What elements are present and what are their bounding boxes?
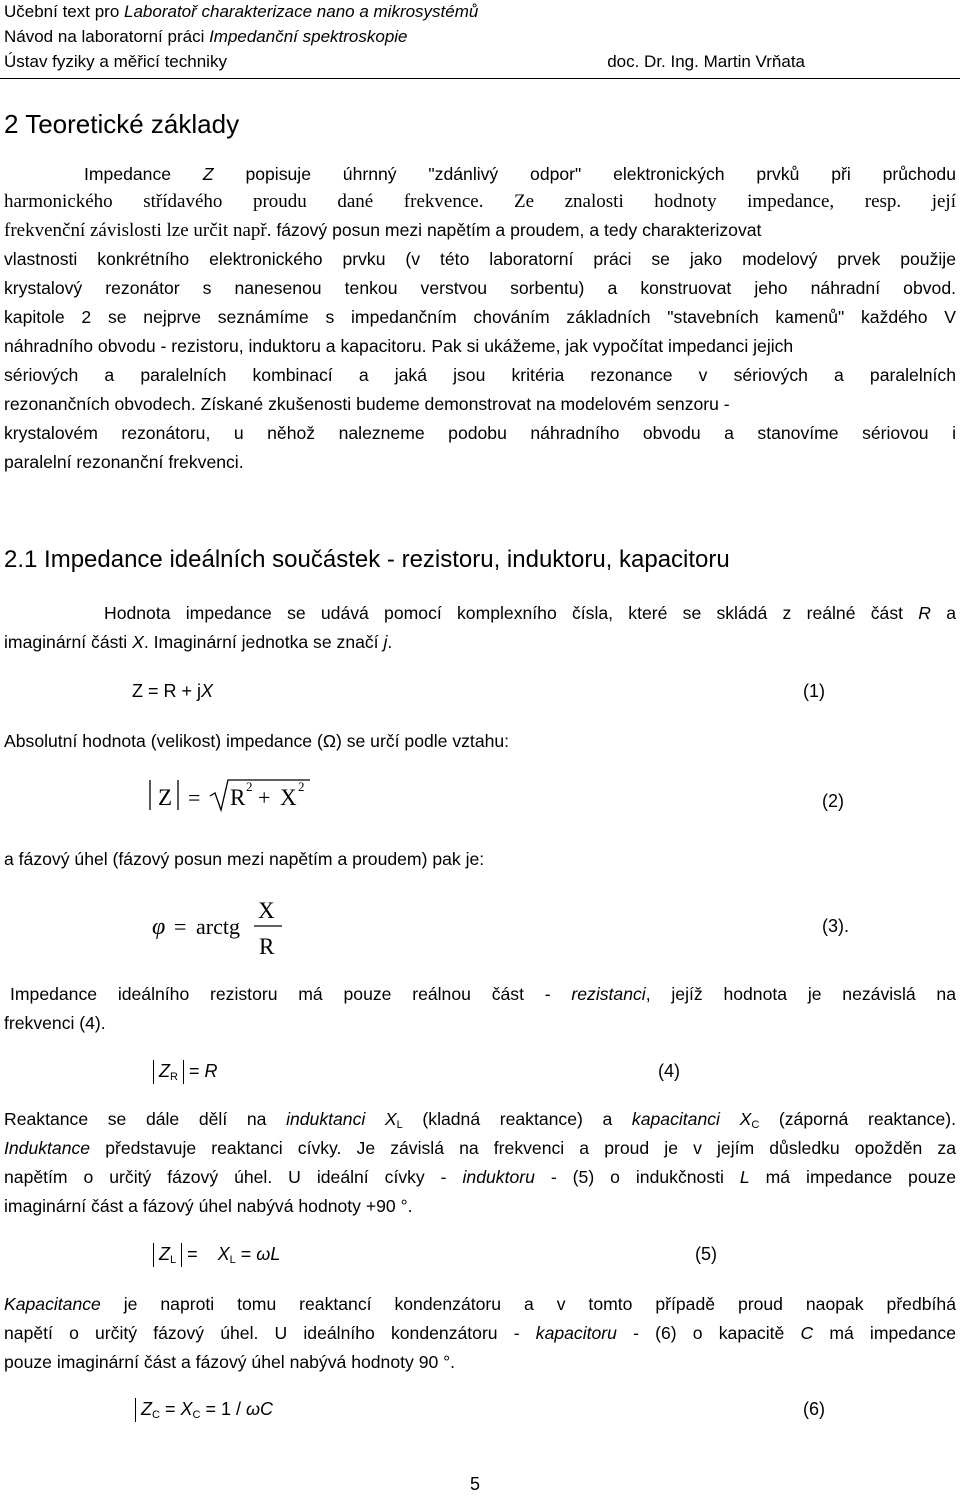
paragraph-line: Impedance Z popisuje úhrnný "zdánlivý odpor" elektronických prvků při průchodu: [84, 164, 956, 184]
equation-4-number: (4): [658, 1061, 680, 1081]
svg-text:2: 2: [246, 779, 253, 794]
equation-2-number: (2): [822, 791, 844, 811]
svg-text:+: +: [258, 785, 271, 810]
paragraph-line: krystalovém rezonátoru, u něhož nalezneme podobu náhradního obvodu a stanovíme sériovou i: [4, 423, 956, 443]
paragraph-line: Hodnota impedance se udává pomocí komplexního čísla, které se skládá z reálné část R a: [104, 603, 956, 623]
paragraph-line: napětí o určitý fázový úhel. U ideálního kondenzátoru - kapacitoru - (6) o kapacitě C má impedance: [4, 1323, 957, 1343]
paragraph-line: imaginární část a fázový úhel nabývá hodnoty +90 °.: [4, 1196, 413, 1216]
equation-1: Z = R + jX: [132, 681, 214, 701]
header-line-1: Učební text pro Laboratoř charakterizace nano a mikrosystémů: [4, 2, 479, 21]
equation-6-number: (6): [803, 1399, 825, 1419]
paragraph-line: frekvenční závislosti lze určit např. fázový posun mezi napětím a proudem, a tedy charakterizovat: [4, 220, 762, 241]
paragraph-line: kapitole 2 se nejprve seznámíme s impedančním chováním základních "stavebních kamenů" každého V: [4, 307, 957, 327]
header-institute: Ústav fyziky a měřicí techniky: [4, 52, 227, 71]
paragraph-line: a fázový úhel (fázový posun mezi napětím a proudem) pak je:: [4, 849, 485, 869]
svg-text:Z: Z: [158, 785, 173, 810]
paragraph-line: Impedance ideálního rezistoru má pouze reálnou část - rezistanci, jejíž hodnota je nezávislá na: [10, 984, 956, 1004]
paragraph-line: paralelní rezonanční frekvenci.: [4, 452, 244, 472]
equation-5-number: (5): [695, 1244, 717, 1264]
svg-text:R: R: [230, 785, 246, 810]
header-divider: [0, 78, 960, 79]
paragraph-line: Induktance představuje reaktanci cívky. Je závislá na frekvenci a proud je v jejím důsledku opožděn za: [4, 1138, 956, 1158]
paragraph-line: Kapacitance je naproti tomu reaktancí kondenzátoru a v tomto případě proud naopak předbíhá: [4, 1294, 956, 1314]
paragraph-line: imaginární části X. Imaginární jednotka se značí j.: [4, 632, 393, 652]
paragraph-line: napětím o určitý fázový úhel. U ideální cívky - induktoru - (5) o indukčnosti L má impedance pouze: [4, 1167, 956, 1187]
svg-text:=: =: [188, 785, 201, 810]
paragraph-line: krystalový rezonátor s nanesenou tenkou verstvou sorbentu) a konstruovat jeho náhradní obvod.: [4, 278, 956, 298]
paragraph-line: Reaktance se dále dělí na induktanci $X_L$ (kladná reaktance) a kapacitanci $X_C$ (záporná reaktance).: [4, 1109, 956, 1131]
svg-text:X: X: [280, 785, 297, 810]
equation-3: [150, 892, 300, 962]
equation-3-number: (3).: [822, 916, 849, 936]
equation-2: [148, 774, 328, 818]
equation-1-number: (1): [803, 681, 825, 701]
paragraph-line: sériových a paralelních kombinací a jaká jsou kritéria rezonance v sériových a paralelních: [4, 365, 956, 385]
svg-text:φ: φ: [152, 914, 166, 940]
paragraph-line: frekvenci (4).: [4, 1013, 106, 1033]
svg-text:X: X: [258, 898, 275, 923]
page-number: 5: [470, 1474, 481, 1494]
svg-text:arctg: arctg: [196, 914, 240, 939]
paragraph-line: harmonického střídavého proudu dané frekvence. Ze znalosti hodnoty impedance, resp. její: [4, 191, 956, 212]
subsection-title: 2.1 Impedance ideálních součástek - rezistoru, induktoru, kapacitoru: [4, 546, 730, 573]
paragraph-line: pouze imaginární část a fázový úhel nabývá hodnoty 90 °.: [4, 1352, 456, 1372]
section-title: 2 Teoretické základy: [4, 109, 240, 139]
equation-4: $Z_R = R$: [148, 1060, 217, 1088]
paragraph-line: Absolutní hodnota (velikost) impedance (Ω) se určí podle vztahu:: [4, 731, 510, 751]
paragraph-line: rezonančních obvodech. Získané zkušenosti budeme demonstrovat na modelovém senzoru -: [4, 394, 730, 414]
svg-text:=: =: [174, 914, 187, 939]
svg-text:R: R: [259, 934, 275, 959]
equation-5: $Z_L$ = $X_L = \omega L$: [148, 1243, 280, 1271]
paragraph-fragment: V: [927, 307, 957, 327]
equation-2-graphic: [148, 774, 328, 818]
equation-6: $Z_C = X_C = 1 / \omega C$: [130, 1398, 273, 1426]
svg-text:2: 2: [298, 779, 305, 794]
paragraph-line: vlastnosti konkrétního elektronického prvku (v této laboratorní práci se jako modelový prvek použije: [4, 249, 956, 269]
paragraph-line: náhradního obvodu - rezistoru, induktoru a kapacitoru. Pak si ukážeme, jak vypočítat impedanci jejich: [4, 336, 794, 356]
header-line-2: Návod na laboratorní práci Impedanční spektroskopie: [4, 27, 408, 46]
header-author: doc. Dr. Ing. Martin Vrňata: [607, 52, 805, 71]
equation-3-graphic: [150, 892, 300, 962]
